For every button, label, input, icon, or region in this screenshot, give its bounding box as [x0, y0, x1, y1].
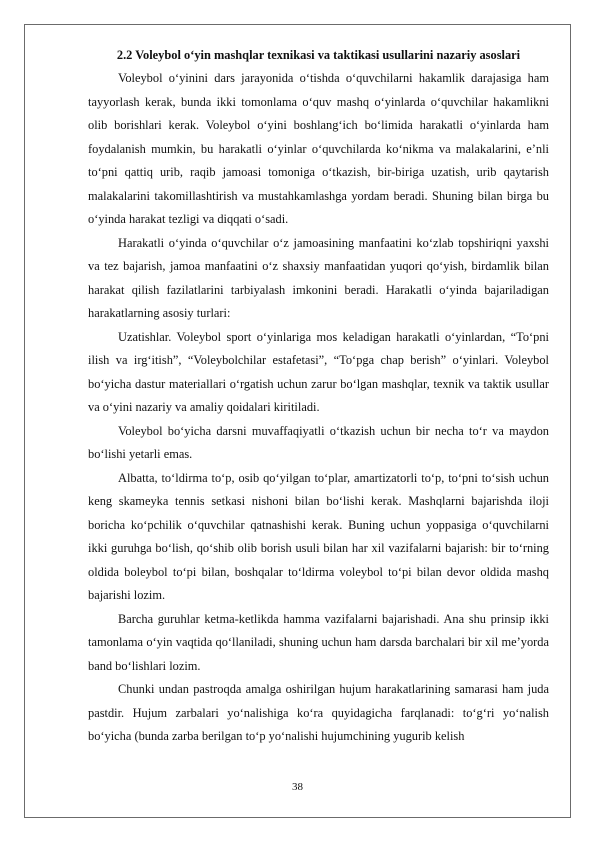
paragraph: Albatta, to‘ldirma to‘p, osib qo‘yilgan to‘plar, amartizatorli to‘p, to‘pni to‘sish uchun keng skameyka tennis setkasi nishoni bilan bo‘lishi kerak. Mashqlarni bajarishda iloji boricha ko‘pchilik o‘quvchilar qatnashishi kerak. Buning uchun yoppasiga o‘quvchilarni ikki guruhga bo‘lish, qo‘shib olib borish usuli bilan har xil vazifalarni bajarish: bir to‘rning oldida boleybol to‘pi bilan, boshqalar to‘ldirma voleybol to‘pi bilan devor oldida mashq bajarishi lozim. [88, 470, 549, 602]
paragraph: Voleybol o‘yinini dars jarayonida o‘tishda o‘quvchilarni hakamlik darajasiga ham tayyorlash kerak, bunda ikki tomonlama o‘quv mashq o‘yinlarda o‘quvchilar hakamlikni olib borishlari kerak. Voleybol o‘yini boshlang‘ich bo‘limida harakatli o‘yinlarda ham foydalanish mumkin, bu harakatli o‘yinlar o‘quvchilarda ko‘nikma va malakalarini, e’nli to‘pni qattiq urib, raqib jamoasi tomoniga o‘tkazish, bir-biriga uzatish, urib qaytarish malakalarini takomillashtirish va mustahkamlashga yordam beradi. Shuning bilan birga bu o‘yinda harakat tezligi va diqqati o‘sadi. [88, 71, 549, 226]
paragraph: Chunki undan pastroqda amalga oshirilgan hujum harakatlarining samarasi ham juda pastdir. Hujum zarbalari yo‘nalishiga ko‘ra quyidagicha farqlanadi: to‘g‘ri yo‘nalish bo‘yicha (bunda zarba berilgan to‘p yo‘nalishi hujumchining yugurib kelish [88, 682, 549, 743]
paragraph: Harakatli o‘yinda o‘quvchilar o‘z jamoasining manfaatini ko‘zlab topshiriqni yaxshi va tez bajarish, jamoa manfaatini o‘z shaxsiy manfaatidan yuqori qo‘yish, birdamlik bilan harakat qilish fazilatlarini tarbiyalash imkonini beradi. Harakatli o‘yinda bajariladigan harakatlarning asosiy turlari: [88, 235, 549, 320]
document-body [88, 45, 549, 749]
paragraph: Uzatishlar. Voleybol sport o‘yinlariga mos keladigan harakatli o‘yinlardan, “To‘pni ilish va irg‘itish”, “Voleybolchilar estafetasi”, “To‘pga chap berish” o‘yinlari. Voleybol bo‘yicha dastur materiallari o‘rgatish uchun zarur bo‘lgan mashqlar, texnik va taktik usullar va o‘yini nazariy va amaliy qoidalari kiritiladi. [88, 329, 549, 414]
section-heading: 2.2 Voleybol o‘yin mashqlar texnikasi va taktikasi usullarini nazariy asoslari [116, 48, 521, 62]
paragraph: Barcha guruhlar ketma-ketlikda hamma vazifalarni bajarishadi. Ana shu prinsip ikki tamonlama o‘yin vaqtida qo‘llaniladi, shuning uchun ham darsda barchalari bir xil me’yorda band bo‘lishlari lozim. [88, 611, 549, 673]
page-number: 38 [292, 781, 303, 793]
paragraph: Voleybol bo‘yicha darsni muvaffaqiyatli o‘tkazish uchun bir necha to‘r va maydon bo‘lishi yetarli emas. [88, 423, 549, 461]
